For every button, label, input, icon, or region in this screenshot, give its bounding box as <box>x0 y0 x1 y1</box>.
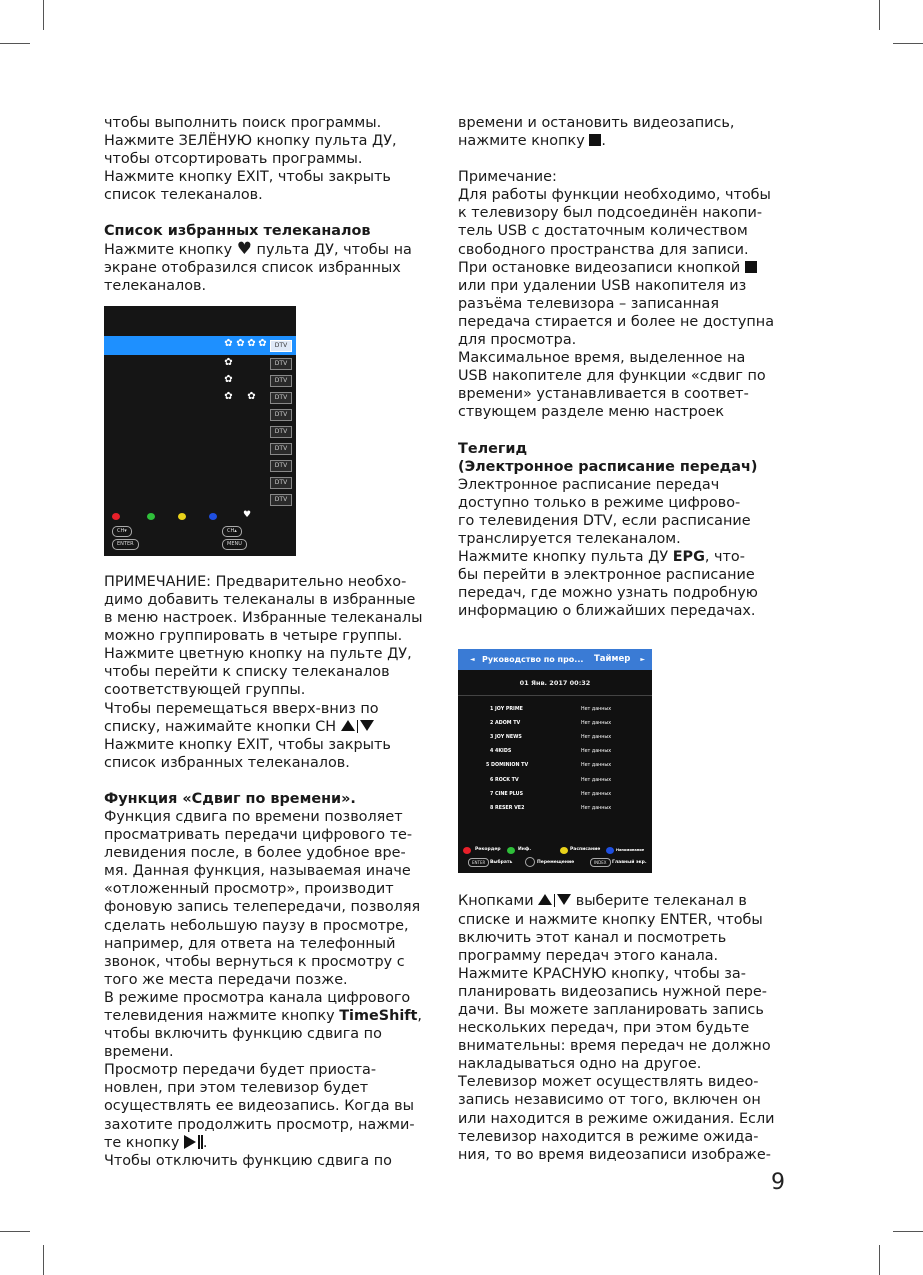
green-button-icon <box>147 513 155 520</box>
dtv-badge: DTV <box>270 392 292 404</box>
text-line: фоновую запись телепередачи, позволяя <box>104 899 421 916</box>
text-line: информацию о ближайших передачах. <box>458 603 756 620</box>
yellow-button-icon <box>560 847 568 854</box>
text-line: телевидения нажмите кнопку TimeShift, <box>104 1008 422 1024</box>
yellow-button-icon <box>178 513 186 520</box>
text-line: нескольких передач, при этом будьте <box>458 1020 750 1037</box>
dtv-badge: DTV <box>270 443 292 455</box>
text-line: список избранных телеканалов. <box>104 754 350 771</box>
star-icon: ✿ <box>236 338 245 349</box>
epg-channel: 8 RESER VE2 <box>490 806 525 811</box>
epg-title: Руководство по про... <box>482 655 584 664</box>
stop-icon <box>589 134 601 146</box>
text-line: Чтобы отключить функцию сдвига по <box>104 1152 392 1169</box>
right-arrow-icon: ► <box>640 656 645 663</box>
crop-mark <box>879 1245 880 1275</box>
epg-channel: 5 DOMINION TV <box>486 763 529 768</box>
crop-mark <box>879 0 880 30</box>
favorites-screen <box>104 306 296 556</box>
dtv-badge: DTV <box>270 340 292 352</box>
dtv-badge: DTV <box>270 375 292 387</box>
text-line: передач, где можно узнать подробную <box>458 585 758 602</box>
blue-button-icon <box>606 847 614 854</box>
epg-header <box>458 649 652 670</box>
ch-plus-hint: CH▴ <box>222 526 242 537</box>
text-line: Функция сдвига по времени позволяет <box>104 808 403 825</box>
right-column <box>458 114 798 1164</box>
page-number: 9 <box>771 1170 785 1195</box>
text-line: тель USB с достаточным количеством <box>458 223 748 240</box>
dtv-badge: DTV <box>270 358 292 370</box>
text-line: го телевидения DTV, если расписание <box>458 512 751 529</box>
text-line: разъёма телевизора – записанная <box>458 295 720 312</box>
text-line: ПРИМЕЧАНИЕ: Предварительно необхо- <box>104 573 407 590</box>
channel-row <box>104 406 296 423</box>
text-line: Кнопками выберите телеканал в <box>458 893 747 910</box>
text-line: программу передач этого канала. <box>458 947 719 964</box>
text-line: соответствующей группы. <box>104 682 306 699</box>
text-line: чтобы перейти к списку телеканалов <box>104 664 390 681</box>
star-icon: ✿ <box>224 391 233 402</box>
channel-row <box>104 389 296 406</box>
text-line: новлен, при этом телевизор будет <box>104 1080 369 1097</box>
text-line: внимательны: время передач не должно <box>458 1038 771 1055</box>
text-line: времени. <box>104 1044 174 1061</box>
channel-row <box>104 474 296 491</box>
crop-mark <box>893 1231 923 1232</box>
channel-row <box>104 491 296 508</box>
text-line: списку, нажимайте кнопки CH <box>104 718 444 736</box>
text-line: ния, то во время видеозаписи изображе- <box>458 1146 771 1163</box>
text-line: того же места передачи позже. <box>104 971 348 988</box>
text-line: дачи. Вы можете запланировать запись <box>458 1002 764 1018</box>
section-heading: Телегид <box>458 440 528 457</box>
text-line: передача стирается и более не доступна <box>458 313 775 330</box>
text-line: Чтобы перемещаться вверх-вниз по <box>104 700 379 717</box>
epg-screen <box>458 649 652 873</box>
text-line: Нажмите цветную кнопку на пульте ДУ, <box>104 646 412 663</box>
text-line: накладываться одно на другое. <box>458 1056 702 1073</box>
text-line: мя. Данная функция, называемая иначе <box>104 863 411 880</box>
text-line: Электронное расписание передач <box>458 476 720 493</box>
epg-channel: 4 4KIDS <box>490 749 512 754</box>
epg-status: Нет данных <box>581 792 612 797</box>
text-line: осуществлять ее видеозапись. Когда вы <box>104 1098 414 1115</box>
channel-row <box>104 372 296 389</box>
text-line: левидения после, в более удобное вре- <box>104 845 406 862</box>
crop-mark <box>0 1231 30 1232</box>
text-line: для просмотра. <box>458 332 577 349</box>
epg-channel: 2 ADOM TV <box>490 721 521 726</box>
navigate-icon <box>525 857 535 867</box>
dtv-badge: DTV <box>270 494 292 506</box>
blue-button-icon <box>209 513 217 520</box>
section-heading: Функция «Сдвиг по времени». <box>104 790 356 807</box>
enter-hint: ENTER <box>468 858 489 867</box>
menu-hint: MENU <box>222 539 247 550</box>
text-line: доступно только в режиме цифрово- <box>458 494 741 511</box>
epg-status: Нет данных <box>581 778 612 783</box>
epg-channel: 7 CINE PLUS <box>490 792 524 797</box>
text-line: просматривать передачи цифрового те- <box>104 827 413 844</box>
section-heading: (Электронное расписание передач) <box>458 458 758 475</box>
text-line: времени и остановить видеозапись, <box>458 115 735 131</box>
text-line: Примечание: <box>458 169 557 186</box>
epg-footer-label: Выбрать <box>490 860 513 865</box>
epg-status: Нет данных <box>581 721 612 726</box>
text-line: к телевизору был подсоединён накопи- <box>458 205 763 222</box>
epg-channel: 3 JOY NEWS <box>490 735 522 740</box>
text-line: сделать небольшую паузу в просмотре, <box>104 917 409 934</box>
epg-status: Нет данных <box>581 707 612 712</box>
text-line: Телевизор может осуществлять видео- <box>458 1074 759 1091</box>
text-line: Просмотр передачи будет приоста- <box>104 1062 377 1079</box>
text-line: список телеканалов. <box>104 187 263 204</box>
section-heading: Список избранных телеканалов <box>104 223 371 240</box>
green-button-icon <box>507 847 515 854</box>
crop-mark <box>0 43 30 44</box>
dtv-badge: DTV <box>270 460 292 472</box>
epg-footer-label: Главный экр. <box>612 860 647 865</box>
crop-mark <box>893 43 923 44</box>
text-line: свободного пространства для записи. <box>458 241 749 258</box>
text-line: можно группировать в четыре группы. <box>104 628 403 645</box>
star-icon: ✿ <box>258 338 267 349</box>
left-column <box>104 114 444 1170</box>
channel-row <box>104 423 296 440</box>
channel-row <box>104 355 296 372</box>
epg-date: 01 Янв. 2017 00:32 <box>519 679 591 687</box>
epg-status: Нет данных <box>581 763 612 768</box>
crop-mark <box>43 1245 44 1275</box>
dtv-badge: DTV <box>270 477 292 489</box>
channel-row <box>104 457 296 474</box>
epg-footer-label: Перемещение <box>537 860 575 865</box>
dtv-badge: DTV <box>270 409 292 421</box>
channel-row <box>104 440 296 457</box>
text-line: например, для ответа на телефонный <box>104 935 396 952</box>
epg-footer-label: Расписание <box>570 847 601 852</box>
epg-footer-label: Инф. <box>518 847 532 852</box>
text-line: включить этот канал и посмотреть <box>458 929 727 946</box>
heart-icon: ♥ <box>243 510 252 520</box>
ch-minus-hint: CH▾ <box>112 526 132 537</box>
heart-icon: ♥ <box>236 238 252 259</box>
text-line: звонок, чтобы вернуться к просмотру с <box>104 953 405 970</box>
dtv-badge: DTV <box>270 426 292 438</box>
up-arrow-icon <box>538 894 552 905</box>
channel-row <box>104 336 296 355</box>
text-line: те кнопку . <box>104 1134 208 1151</box>
text-line: Нажмите кнопку пульта ДУ EPG, что- <box>458 549 745 566</box>
red-button-icon <box>463 847 471 854</box>
text-line: «отложенный просмотр», производит <box>104 881 394 898</box>
text-line: В режиме просмотра канала цифрового <box>104 989 411 1006</box>
text-line: или находится в режиме ожидания. Если <box>458 1110 775 1127</box>
text-line: При остановке видеозаписи кнопкой <box>458 259 798 277</box>
text-line: Максимальное время, выделенное на <box>458 350 746 367</box>
text-line: ствующем разделе меню настроек <box>458 404 725 421</box>
text-line: экране отобразился список избранных <box>104 259 401 276</box>
text-line: Для работы функции необходимо, чтобы <box>458 187 771 204</box>
text-line: или при удалении USB накопителя из <box>458 277 747 294</box>
text-line: Нажмите ЗЕЛЁНУЮ кнопку пульта ДУ, <box>104 133 397 150</box>
text-line: USB накопителе для функции «сдвиг по <box>458 368 766 385</box>
epg-channel: 1 JOY PRIME <box>490 707 523 712</box>
enter-hint: ENTER <box>112 539 139 550</box>
text-line: захотите продолжить просмотр, нажми- <box>104 1116 415 1133</box>
text-line: чтобы отсортировать программы. <box>104 151 363 168</box>
text-line: бы перейти в электронное расписание <box>458 567 755 584</box>
star-icon: ✿ <box>224 357 233 368</box>
text-line: Нажмите кнопку EXIT, чтобы закрыть <box>104 736 391 753</box>
text-line: запись независимо от того, включен он <box>458 1092 761 1109</box>
text-line: Нажмите кнопку ♥ пульта ДУ, чтобы на <box>104 238 412 259</box>
text-line: транслируется телеканалом. <box>458 530 681 547</box>
red-button-icon <box>112 513 120 520</box>
text-line: планировать видеозапись нужной пере- <box>458 983 767 1000</box>
epg-channel: 6 ROCK TV <box>490 778 519 783</box>
epg-footer-label: Напоминание <box>616 848 645 852</box>
left-arrow-icon: ◄ <box>470 656 475 663</box>
text-line: в меню настроек. Избранные телеканалы <box>104 610 423 627</box>
epg-status: Нет данных <box>581 806 612 811</box>
epg-status: Нет данных <box>581 735 612 740</box>
text-line: списке и нажмите кнопку ENTER, чтобы <box>458 911 763 928</box>
index-hint: INDEX <box>590 858 611 867</box>
text-line: димо добавить телеканалы в избранные <box>104 591 416 608</box>
star-icon: ✿ <box>247 338 256 349</box>
text-line: Нажмите кнопку EXIT, чтобы закрыть <box>104 169 391 186</box>
down-arrow-icon <box>360 720 374 731</box>
star-icon: ✿ <box>224 338 233 349</box>
star-icon: ✿ <box>224 374 233 385</box>
text-line: чтобы включить функцию сдвига по <box>104 1026 382 1043</box>
down-arrow-icon <box>557 894 571 905</box>
text-line: нажмите кнопку . <box>458 133 606 150</box>
text-line: телеканалов. <box>104 277 207 294</box>
text-line: телевизор находится в режиме ожида- <box>458 1128 759 1145</box>
text-line: чтобы выполнить поиск программы. <box>104 115 382 131</box>
stop-icon <box>745 261 757 273</box>
crop-mark <box>43 0 44 30</box>
play-icon <box>184 1135 196 1149</box>
star-icon: ✿ <box>247 391 256 402</box>
epg-footer-label: Рекордер <box>475 847 501 852</box>
epg-timer-tab: Таймер <box>594 654 631 664</box>
epg-status: Нет данных <box>581 749 612 754</box>
text-line: Нажмите КРАСНУЮ кнопку, чтобы за- <box>458 965 746 982</box>
text-line: времени» устанавливается в соответ- <box>458 386 749 403</box>
up-arrow-icon <box>341 720 355 731</box>
